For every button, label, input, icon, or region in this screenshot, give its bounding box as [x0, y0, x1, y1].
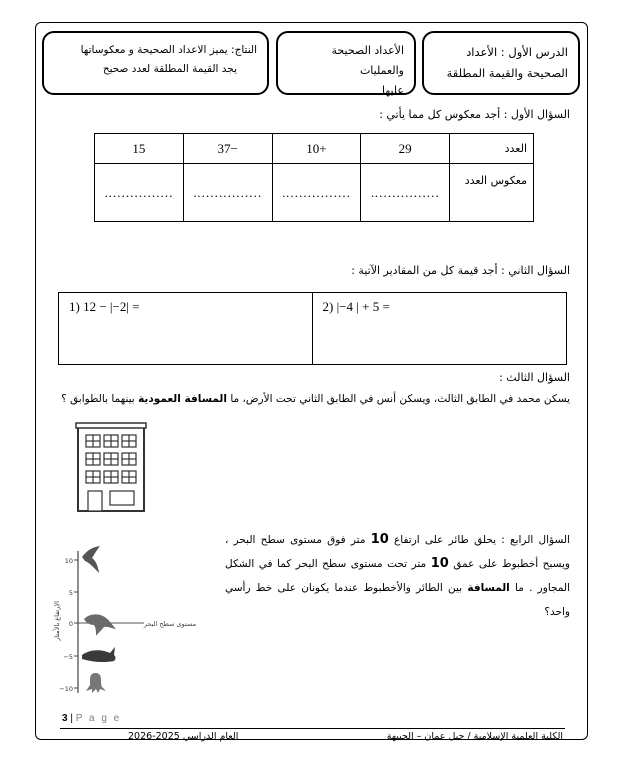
tick-label: −5	[63, 653, 73, 661]
bird-icon	[82, 546, 100, 573]
table-row	[95, 134, 534, 164]
q2-title: السؤال الثاني : أجد قيمة كل من المقادير الآتية :	[351, 264, 570, 277]
footer-divider	[60, 728, 565, 729]
q1-title: السؤال الأول : أجد معكوس كل مما يأتي :	[379, 108, 570, 121]
absolute-value-box	[58, 292, 567, 365]
building-illustration	[76, 423, 146, 513]
row-label-number: العدد	[450, 134, 534, 164]
tick-label: 5	[68, 589, 73, 597]
dolphin-icon	[84, 614, 116, 636]
topic-line1: الأعداد الصحيحة والعمليات	[331, 44, 404, 77]
tick-label: 0	[68, 620, 73, 628]
opposites-table	[94, 133, 534, 222]
tick-label: −10	[59, 685, 73, 693]
q4-part4: بين الطائر والأخطبوط عندما يكونان على خط رأسي واحد؟	[225, 582, 570, 618]
table-row	[95, 164, 534, 222]
q4-octopus-depth: 10	[430, 556, 449, 571]
number-cell: +10	[272, 134, 361, 164]
abs-item-1[interactable]: 1) 12 − |−2| =	[59, 293, 313, 364]
axis-label: الإرتفاع بالأمتار	[53, 601, 61, 641]
school-name: الكلية العلمية الإسلامية / جبل عمان – الجبيهة	[386, 731, 563, 742]
q4-bird-height: 10	[370, 532, 389, 547]
abs-item-2[interactable]: 2) |−4 | + 5 =	[322, 299, 390, 314]
answer-blank[interactable]: …………….	[272, 164, 361, 222]
shark-icon	[82, 647, 116, 662]
q4-part2: متر فوق مستوى سطح البحر ، ويسبح أخطبوط على عمق	[225, 534, 570, 570]
number-cell: 29	[361, 134, 450, 164]
topic-line2: عليها	[382, 84, 404, 97]
page-word: P a g e	[75, 713, 122, 724]
octopus-icon	[86, 673, 106, 693]
q3-text-before: يسكن محمد في الطابق الثالث، ويسكن أنس في الطابق الثاني تحت الأرض، ما	[230, 393, 570, 405]
sea-level-label: مستوى سطح البحر	[143, 620, 197, 628]
lesson-title-line2: الصحيحة والقيمة المطلقة	[446, 66, 568, 80]
lesson-title-box	[422, 31, 580, 95]
answer-blank[interactable]: …………….	[361, 164, 450, 222]
row-label-opposite: معكوس العدد	[450, 164, 534, 222]
q3-text-bold: المسافة العمودية	[138, 393, 227, 405]
outcomes-box	[42, 31, 269, 95]
academic-year: العام الدراسي 2025-2026	[128, 731, 239, 742]
topic-box	[276, 31, 416, 95]
number-cell: −37	[183, 134, 272, 164]
q4-text	[225, 528, 570, 624]
answer-blank[interactable]: …………….	[95, 164, 184, 222]
number-cell: 15	[95, 134, 184, 164]
page-number: 3 | P a g e	[62, 713, 122, 724]
page-number-value: 3	[62, 713, 68, 724]
outcome-line1: النتاج: يميز الاعداد الصحيحة و معكوساتها	[80, 44, 257, 56]
q4-part1: السؤال الرابع : يحلق طائر على ارتفاع	[394, 534, 570, 546]
q4-part3: متر تحت مستوى سطح البحر كما في الشكل المجاور . ما	[225, 558, 570, 594]
answer-blank[interactable]: …………….	[183, 164, 272, 222]
outcome-line2: يجد القيمة المطلقة لعدد صحيح	[102, 63, 237, 75]
q3-text-after: بينهما بالطوابق ؟	[61, 393, 135, 405]
sea-level-figure	[54, 543, 214, 698]
q3-text	[50, 393, 570, 405]
lesson-title-line1: الدرس الأول : الأعداد	[466, 45, 568, 59]
tick-label: 10	[64, 557, 73, 565]
q3-title: السؤال الثالث :	[499, 371, 570, 384]
q4-distance-bold: المسافة	[467, 582, 510, 594]
